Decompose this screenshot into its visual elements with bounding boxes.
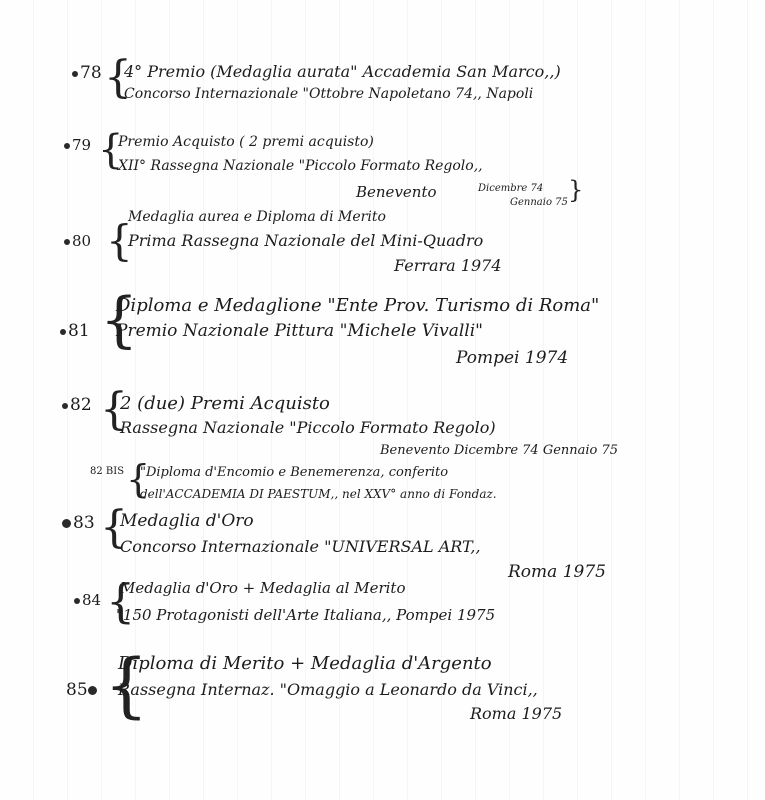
entry-number: 85 [66, 680, 99, 700]
brace-icon: { [98, 127, 124, 173]
bullet-dot-icon [88, 686, 97, 695]
entry-number: 84 [74, 591, 101, 609]
entry-number: 82 BIS [90, 466, 125, 477]
brace-icon: { [100, 502, 128, 553]
entry-place: Ferrara 1974 [394, 256, 502, 275]
bullet-dot-icon [62, 403, 68, 409]
entry-line: Diploma e Medaglione "Ente Prov. Turismo di Roma" [116, 295, 600, 316]
bullet-dot-icon [60, 329, 66, 335]
entry-line: Premio Nazionale Pittura "Michele Vivalli" [116, 321, 483, 341]
brace-icon: { [106, 574, 136, 628]
entry-line: Rassegna Internaz. "Omaggio a Leonardo da Vinci,, [118, 680, 538, 699]
entry-line: "Diploma d'Encomio e Benemerenza, conferito [140, 465, 449, 480]
entry-line: Medaglia d'Oro + Medaglia al Merito [120, 579, 406, 597]
entry-line: XII° Rassegna Nazionale "Piccolo Formato Regolo,, [118, 158, 483, 174]
bullet-dot-icon [74, 598, 80, 604]
entry-line: Concorso Internazionale "UNIVERSAL ART,, [120, 537, 481, 556]
entry-place: Roma 1975 [470, 704, 563, 723]
entry-number: 79 [64, 136, 91, 154]
entry-line: Prima Rassegna Nazionale del Mini-Quadro [128, 231, 484, 250]
entry-line: Concorso Internazionale "Ottobre Napoletano 74,, Napoli [124, 86, 534, 102]
bullet-dot-icon [62, 519, 71, 528]
entry-line: Medaglia aurea e Diploma di Merito [128, 209, 386, 225]
brace-close-icon: } [568, 176, 584, 204]
entry-place: Pompei 1974 [456, 348, 569, 368]
entry-place: Benevento Dicembre 74 Gennaio 75 [380, 443, 619, 458]
entry-line: 2 (due) Premi Acquisto [120, 393, 330, 414]
entry-line: "150 Protagonisti dell'Arte Italiana,, Pompei 1975 [116, 606, 496, 624]
entry-place: Roma 1975 [508, 562, 606, 582]
entry-line: 4° Premio (Medaglia aurata" Accademia San Marco,,) [124, 62, 561, 81]
entry-line: Premio Acquisto ( 2 premi acquisto) [118, 134, 374, 150]
entry-number: 80 [64, 232, 91, 250]
bullet-dot-icon [64, 143, 70, 149]
bullet-dot-icon [64, 239, 70, 245]
date-note: Gennaio 75 [510, 197, 568, 208]
entry-line: Diploma di Merito + Medaglia d'Argento [118, 653, 492, 674]
entry-line: Rassegna Nazionale "Piccolo Formato Regolo) [120, 418, 496, 437]
brace-icon: { [104, 52, 132, 103]
entry-number: 81 [60, 321, 90, 341]
entry-number: 82 [62, 395, 92, 415]
brace-icon: { [104, 644, 149, 726]
bullet-dot-icon [72, 71, 78, 77]
brace-icon: { [126, 457, 151, 501]
entry-number: 83 [62, 513, 95, 533]
entry-place: Benevento [356, 183, 437, 201]
brace-icon: { [106, 216, 133, 265]
brace-icon: { [100, 285, 139, 355]
entry-line: Medaglia d'Oro [120, 511, 254, 531]
entry-line: dell'ACCADEMIA DI PAESTUM,, nel XXV° anno di Fondaz. [140, 487, 497, 501]
brace-icon: { [100, 384, 128, 435]
date-note: Dicembre 74 [478, 183, 544, 194]
entry-number: 78 [72, 63, 102, 83]
